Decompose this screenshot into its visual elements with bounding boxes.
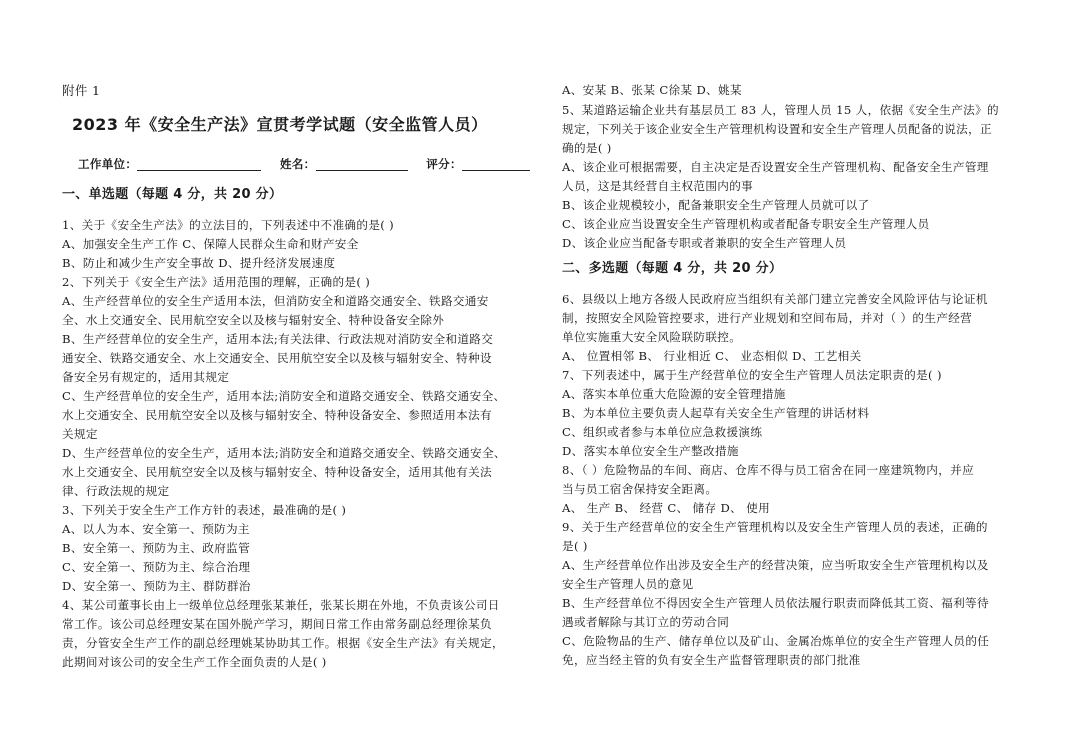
option-line: 律、行政法规的规定 [62, 484, 170, 498]
question-line: 规定，下列关于该企业安全生产管理机构设置和安全生产管理人员配备的说法，正 [562, 122, 992, 136]
option-line: B、安全第一、预防为主、政府监管 [62, 541, 251, 555]
option-line: B、生产经营单位的安全生产，适用本法;有关法律、行政法规对消防安全和道路交 [62, 332, 494, 346]
option-line: A、该企业可根据需要，自主决定是否设置安全生产管理机构、配备安全生产管理 [562, 160, 989, 174]
question-line: 6、县级以上地方各级人民政府应当组织有关部门建立完善安全风险评估与论证机 [562, 292, 988, 306]
option-line: D、该企业应当配备专职或者兼职的安全生产管理人员 [562, 236, 847, 250]
option-line: C、安全第一、预防为主、综合治理 [62, 560, 251, 574]
option-line: D、安全第一、预防为主、群防群治 [62, 579, 251, 593]
option-line: B、为本单位主要负责人起草有关安全生产管理的讲话材料 [562, 406, 870, 420]
question-line: 常工作。该公司总经理安某在国外脱产学习，期间日常工作由常务副总经理徐某负 [62, 617, 492, 631]
option-line: A、落实本单位重大危险源的安全管理措施 [562, 387, 786, 401]
option-line: A、加强安全生产工作 C、保障人民群众生命和财产安全 [62, 237, 359, 251]
option-line: A、生产经营单位作出涉及安全生产的经营决策，应当听取安全生产管理机构以及 [562, 558, 989, 572]
question-line: 当与员工宿舍保持安全距离。 [562, 482, 718, 496]
option-line: 备安全另有规定的，适用其规定 [62, 370, 230, 384]
question-line: 此期间对该公司的安全生产工作全面负责的人是( ) [62, 655, 327, 669]
question-line: 单位实施重大安全风险联防联控。 [562, 330, 742, 344]
name-label: 姓名： [279, 157, 316, 171]
option-line: 全、水上交通安全、民用航空安全以及核与辐射安全、特种设备安全除外 [62, 313, 445, 327]
question-line: 是( ) [562, 539, 588, 553]
option-line: 水上交通安全、民用航空安全以及核与辐射安全、特种设备安全、参照适用本法有 [62, 408, 492, 422]
question-line: 2、下列关于《安全生产法》适用范围的理解，正确的是( ) [62, 275, 371, 289]
option-line: C、生产经营单位的安全生产，适用本法;消防安全和道路交通安全、铁路交通安全、 [62, 389, 506, 403]
option-line: C、危险物品的生产、储存单位以及矿山、金属冶炼单位的安全生产管理人员的任 [562, 634, 990, 648]
unit-field[interactable] [137, 158, 261, 171]
option-line: A、 位置相邻 B、 行业相近 C、 业态相似 D、工艺相关 [562, 349, 862, 363]
question-line: 7、下列表述中，属于生产经营单位的安全生产管理人员法定职责的是( ) [562, 368, 942, 382]
option-line: B、生产经营单位不得因安全生产管理人员依法履行职责而降低其工资、福利等待 [562, 596, 989, 610]
question-line: 8、（ ）危险物品的车间、商店、仓库不得与员工宿舍在同一座建筑物内，并应 [562, 463, 975, 477]
name-field[interactable] [316, 158, 408, 171]
score-label: 评分： [426, 157, 462, 171]
section-single-choice: 一、单选题（每题 4 分，共 20 分） [62, 187, 283, 202]
option-line: A、以人为本、安全第一、预防为主 [62, 522, 250, 536]
option-line: D、落实本单位安全生产整改措施 [562, 444, 739, 458]
option-line: 人员，这是其经营自主权范围内的事 [562, 179, 754, 193]
option-line: 安全生产管理人员的意见 [562, 577, 694, 591]
option-line: 通安全、铁路交通安全、水上交通安全、民用航空安全以及核与辐射安全、特种设 [62, 351, 492, 365]
question-line: 5、某道路运输企业共有基层员工 83 人，管理人员 15 人，依据《安全生产法》的 [562, 103, 999, 117]
option-line: 关规定 [62, 427, 98, 441]
option-line: B、防止和减少生产安全事故 D、提升经济发展速度 [62, 256, 336, 270]
question-line: 9、关于生产经营单位的安全生产管理机构以及安全生产管理人员的表述，正确的 [562, 520, 988, 534]
option-line: D、生产经营单位的安全生产，适用本法;消防安全和道路交通安全、铁路交通安全、 [62, 446, 506, 460]
option-line: B、该企业规模较小，配备兼职安全生产管理人员就可以了 [562, 198, 870, 212]
option-line: C、组织或者参与本单位应急救援演练 [562, 425, 763, 439]
page-title: 2023 年《安全生产法》宣贯考学试题（安全监管人员） [72, 115, 488, 134]
question-line: 1、关于《安全生产法》的立法目的，下列表述中不准确的是( ) [62, 218, 395, 232]
option-line: 水上交通安全、民用航空安全以及核与辐射安全、特种设备安全，适用其他有关法 [62, 465, 492, 479]
question-line: 3、下列关于安全生产工作方针的表述，最准确的是( ) [62, 503, 347, 517]
option-line: 免，应当经主管的负有安全生产监督管理职责的部门批准 [562, 653, 861, 667]
unit-label: 工作单位： [78, 157, 138, 171]
option-line: 遇或者解除与其订立的劳动合同 [562, 615, 730, 629]
question-line: 4、某公司董事长由上一级单位总经理张某兼任，张某长期在外地，不负责该公司日 [62, 598, 500, 612]
option-line: A、安某 B、张某 C徐某 D、姚某 [562, 83, 742, 97]
attachment-label: 附件 1 [62, 83, 101, 98]
question-line: 制，按照安全风险管控要求，进行产业规划和空间布局，并对（ ）的生产经营 [562, 311, 973, 325]
section-multi-choice: 二、多选题（每题 4 分，共 20 分） [562, 261, 783, 276]
option-line: C、该企业应当设置安全生产管理机构或者配备专职安全生产管理人员 [562, 217, 930, 231]
score-field[interactable] [462, 158, 530, 171]
exam-info-fields [78, 157, 530, 171]
option-line: A、生产经营单位的安全生产适用本法，但消防安全和道路交通安全、铁路交通安 [62, 294, 489, 308]
question-line: 确的是( ) [562, 141, 612, 155]
question-line: 责，分管安全生产工作的副总经理姚某协助其工作。根据《安全生产法》有关规定， [62, 636, 504, 650]
option-line: A、 生产 B、 经营 C、 储存 D、 使用 [562, 501, 771, 515]
